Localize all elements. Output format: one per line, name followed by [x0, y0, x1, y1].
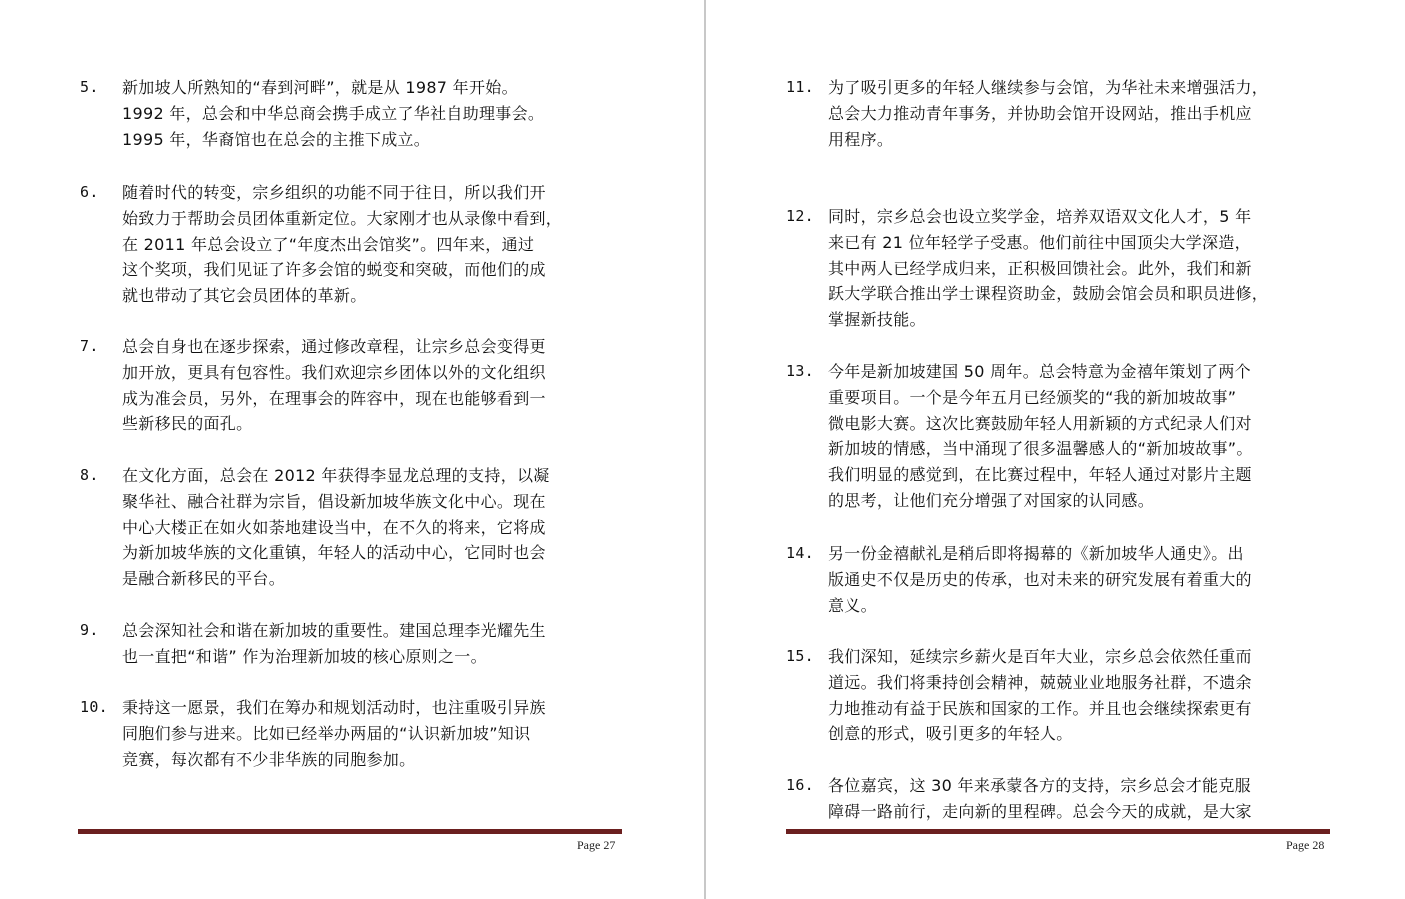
paragraph-text: 另一份金禧献礼是稍后即将揭幕的《新加坡华人通史》。出 版通史不仅是历史的传承，也对未来的研究发展有着重大的 意义。 — [828, 544, 1252, 615]
paragraph-text: 各位嘉宾，这 30 年来承蒙各方的支持，宗乡总会才能克服 障碍一路前行，走向新的里程碑。总会今天的成就，是大家 — [828, 776, 1252, 821]
paragraph-6 — [80, 180, 632, 309]
paragraph-13 — [786, 359, 1342, 514]
page-number: Page 28 — [1286, 838, 1325, 852]
paragraph-number: 16. — [786, 776, 814, 794]
paragraph-text: 秉持这一愿景，我们在筹办和规划活动时，也注重吸引异族 同胞们参与进来。比如已经举办两届的“认识新加坡”知识 竞赛，每次都有不少非华族的同胞参加。 — [122, 698, 546, 769]
paragraph-12 — [786, 204, 1342, 333]
paragraph-number: 15. — [786, 647, 814, 665]
paragraph-15 — [786, 644, 1342, 747]
paragraph-16 — [786, 773, 1342, 825]
paragraph-number: 7. — [80, 337, 99, 355]
paragraph-text: 在文化方面，总会在 2012 年获得李显龙总理的支持，以凝 聚华社、融合社群为宗旨，倡设新加坡华族文化中心。现在 中心大楼正在如火如荼地建设当中，在不久的将来，它将成 为新加坡华族的文化重镇，年轻人的活动中心，它同时也会 是融合新移民的平台。 — [122, 466, 550, 589]
paragraph-14 — [786, 541, 1342, 618]
paragraph-10 — [80, 695, 632, 772]
paragraph-number: 12. — [786, 207, 814, 225]
paragraph-number: 8. — [80, 466, 99, 484]
paragraph-number: 6. — [80, 183, 99, 201]
footer-rule — [786, 829, 1330, 834]
paragraph-8 — [80, 463, 632, 592]
paragraph-text: 为了吸引更多的年轻人继续参与会馆，为华社未来增强活力， 总会大力推动青年事务，并协助会馆开设网站，推出手机应 用程序。 — [828, 78, 1269, 149]
paragraph-text: 总会深知社会和谐在新加坡的重要性。建国总理李光耀先生 也一直把“和谐” 作为治理新加坡的核心原则之一。 — [122, 621, 546, 666]
paragraph-text: 随着时代的转变，宗乡组织的功能不同于往日，所以我们开 始致力于帮助会员团体重新定位。大家刚才也从录像中看到， 在 2011 年总会设立了“年度杰出会馆奖”。四年来，通过 这个奖项，我们见证了许多会馆的蜕变和突破，而他们的成 就也带动了其它会员团体的革新。 — [122, 183, 563, 306]
paragraph-7 — [80, 334, 632, 437]
paragraph-5 — [80, 75, 632, 152]
paragraph-number: 13. — [786, 362, 814, 380]
page-number: Page 27 — [577, 838, 616, 852]
paragraph-9 — [80, 618, 632, 670]
paragraph-text: 同时，宗乡总会也设立奖学金，培养双语双文化人才，5 年 来已有 21 位年轻学子受惠。他们前往中国顶尖大学深造， 其中两人已经学成归来，正积极回馈社会。此外，我们和新 跃大学联合推出学士课程资助金，鼓励会馆会员和职员进修， 掌握新技能。 — [828, 207, 1269, 330]
footer-rule — [78, 829, 622, 834]
paragraph-number: 5. — [80, 78, 99, 96]
paragraph-text: 新加坡人所熟知的“春到河畔”，就是从 1987 年开始。 1992 年，总会和中华总商会携手成立了华社自助理事会。 1995 年，华裔馆也在总会的主推下成立。 — [122, 78, 545, 149]
paragraph-text: 我们深知，延续宗乡薪火是百年大业，宗乡总会依然任重而 道远。我们将秉持创会精神，兢兢业业地服务社群，不遗余 力地推动有益于民族和国家的工作。并且也会继续探索更有 创意的形式，吸引更多的年轻人。 — [828, 647, 1252, 744]
page-28 — [706, 0, 1405, 899]
paragraph-11 — [786, 75, 1342, 152]
paragraph-text: 总会自身也在逐步探索，通过修改章程，让宗乡总会变得更 加开放，更具有包容性。我们欢迎宗乡团体以外的文化组织 成为准会员，另外，在理事会的阵容中，现在也能够看到一 些新移民的面孔。 — [122, 337, 546, 434]
paragraph-number: 10. — [80, 698, 108, 716]
paragraph-number: 11. — [786, 78, 814, 96]
paragraph-text: 今年是新加坡建国 50 周年。总会特意为金禧年策划了两个 重要项目。一个是今年五月已经颁奖的“我的新加坡故事” 微电影大赛。这次比赛鼓励年轻人用新颖的方式纪录人们对 新加坡的情感，当中涌现了很多温馨感人的“新加坡故事”。 我们明显的感觉到，在比赛过程中，年轻人通过对影片主题 的思考，让他们充分增强了对国家的认同感。 — [828, 362, 1253, 510]
paragraph-number: 9. — [80, 621, 99, 639]
paragraph-number: 14. — [786, 544, 814, 562]
